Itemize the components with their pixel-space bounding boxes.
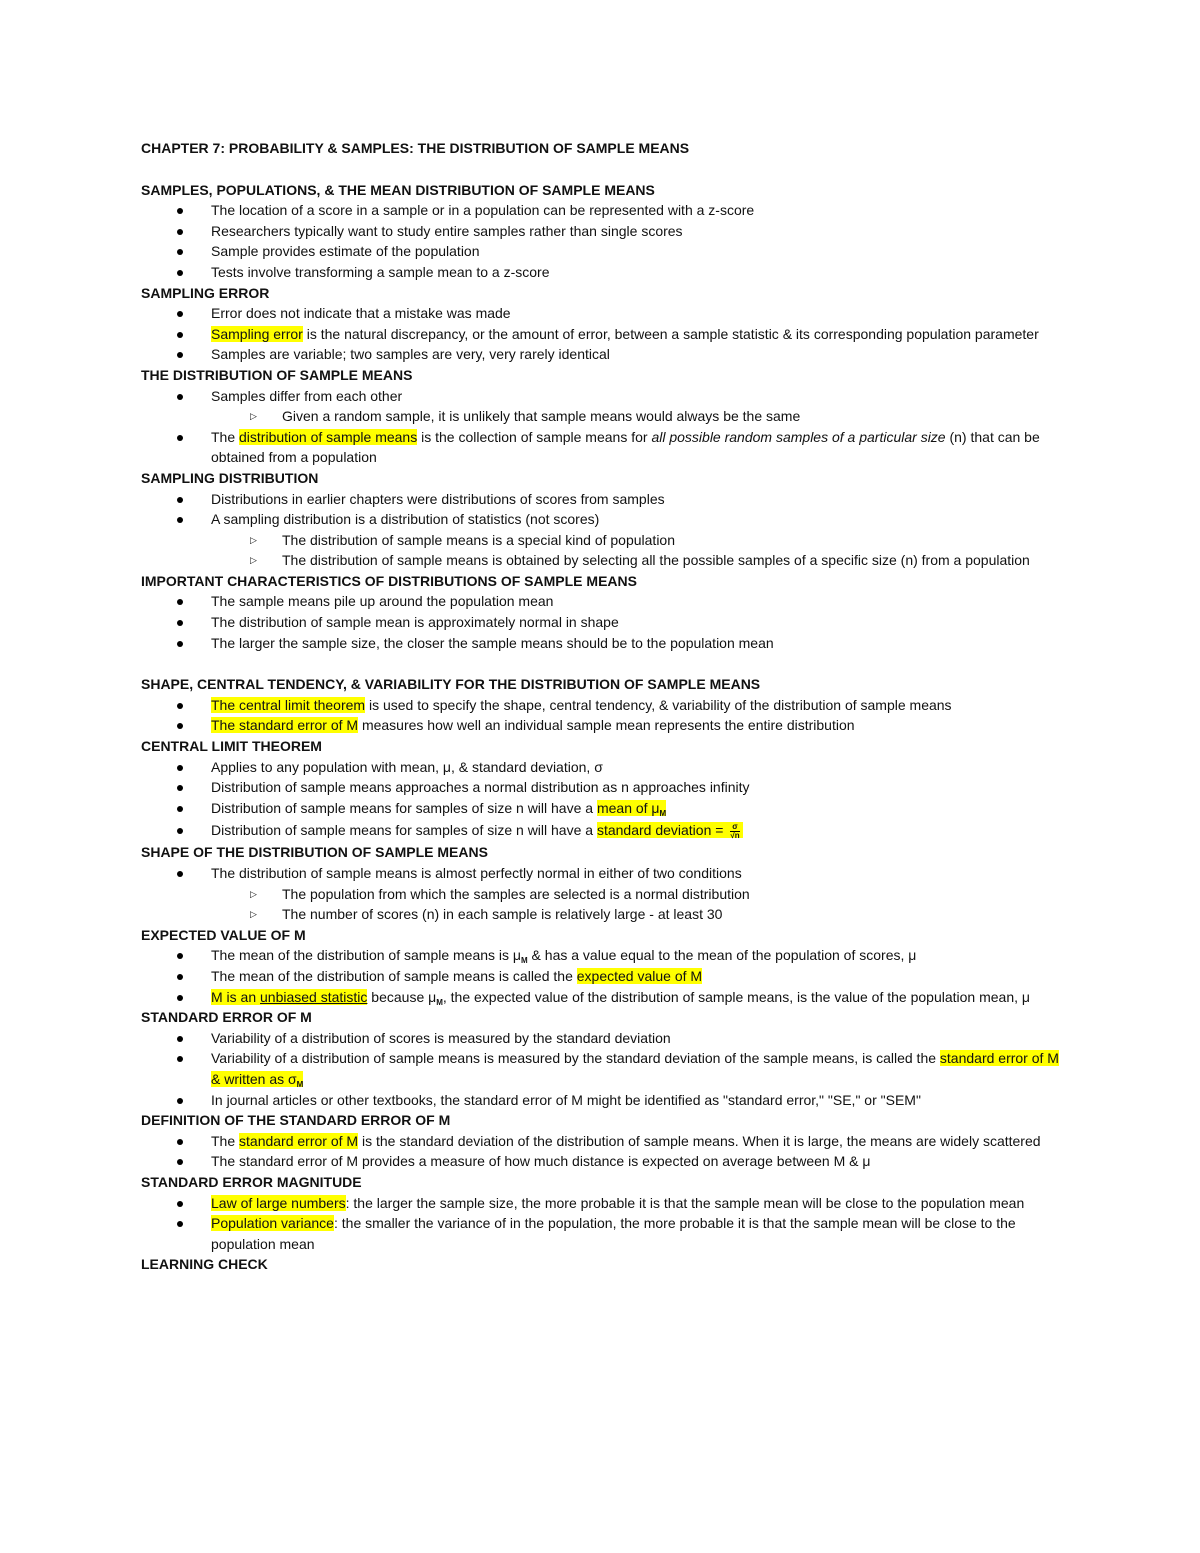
highlighted-term: standard error of M — [239, 1132, 359, 1149]
section-heading: SAMPLING ERROR — [141, 284, 270, 301]
section-heading: STANDARD ERROR OF M — [141, 1009, 312, 1026]
bullet-list — [141, 591, 1061, 653]
highlighted-formula: standard deviation = $\frac{\sigma}{√n}$ — [597, 822, 743, 838]
section-heading: IMPORTANT CHARACTERISTICS OF DISTRIBUTIONS OF SAMPLE MEANS — [141, 572, 637, 589]
section-heading: STANDARD ERROR MAGNITUDE — [141, 1173, 362, 1190]
section-heading: SAMPLES, POPULATIONS, & THE MEAN DISTRIBUTION OF SAMPLE MEANS — [141, 181, 655, 198]
bullet-dot-icon — [177, 1056, 183, 1062]
bullet-dot-icon — [177, 311, 183, 317]
bullet-dot-icon — [177, 703, 183, 709]
bullet-list — [141, 1131, 1061, 1172]
bullet-dot-icon — [177, 599, 183, 605]
bullet-list — [141, 863, 1061, 925]
list-item: The location of a score in a sample or in a population can be represented with a z-score — [141, 200, 1061, 221]
bullet-dot-icon — [177, 208, 183, 214]
bullet-dot-icon — [177, 785, 183, 791]
bullet-dot-icon — [177, 1036, 183, 1042]
highlighted-term: distribution of sample means — [239, 428, 418, 445]
section-heading: THE DISTRIBUTION OF SAMPLE MEANS — [141, 366, 413, 383]
list-item: Variability of a distribution of sample means is measured by the standard deviation of the sample means, is called the standard error of M & written as $\sigma_M$ — [141, 1048, 1061, 1089]
section-heading: SHAPE OF THE DISTRIBUTION OF SAMPLE MEANS — [141, 844, 488, 861]
bullet-dot-icon — [177, 435, 183, 441]
bullet-dot-icon — [177, 1159, 183, 1165]
bullet-dot-icon — [177, 641, 183, 647]
bullet-dot-icon — [177, 1098, 183, 1104]
bullet-list — [141, 1028, 1061, 1110]
list-item: Population variance: the smaller the variance of in the population, the more probable it is that the sample mean will be close to the population mean — [141, 1213, 1061, 1254]
bullet-dot-icon — [177, 497, 183, 503]
bullet-dot-icon — [177, 1201, 183, 1207]
bullet-dot-icon — [177, 828, 183, 834]
page-title: CHAPTER 7: PROBABILITY & SAMPLES: THE DISTRIBUTION OF SAMPLE MEANS — [141, 140, 690, 156]
bullet-dot-icon — [177, 249, 183, 255]
list-item: The central limit theorem is used to specify the shape, central tendency, & variability of the distribution of sample means — [141, 695, 1061, 716]
sub-list-item: ▷ The distribution of sample means is obtained by selecting all the possible samples of a specific size (n) from a population — [250, 552, 1030, 569]
list-item: Samples are variable; two samples are very, very rarely identical — [141, 344, 1061, 365]
list-item: Distribution of sample means for samples of size n will have a standard deviation = $\frac{\sigma}{√n}$ — [141, 818, 1061, 842]
sub-list-item: ▷ The number of scores (n) in each sample is relatively large - at least 30 — [250, 906, 723, 923]
bullet-dot-icon — [177, 270, 183, 276]
sub-list-item: ▷ The distribution of sample means is a special kind of population — [250, 531, 675, 548]
arrow-bullet-icon: ▷ — [250, 555, 257, 566]
highlighted-term: The standard error of M — [211, 717, 359, 734]
section-heading: SHAPE, CENTRAL TENDENCY, & VARIABILITY FOR THE DISTRIBUTION OF SAMPLE MEANS — [141, 676, 761, 693]
bullet-dot-icon — [177, 352, 183, 358]
arrow-bullet-icon: ▷ — [250, 888, 257, 899]
bullet-dot-icon — [177, 229, 183, 235]
highlighted-term: The central limit theorem — [211, 696, 366, 713]
bullet-list — [141, 489, 1061, 571]
bullet-dot-icon — [177, 723, 183, 729]
document-body — [141, 138, 1061, 1275]
list-item: The mean of the distribution of sample means is called the expected value of M — [141, 966, 1061, 987]
highlighted-term: M is an unbiased statistic — [211, 988, 368, 1005]
list-item: In journal articles or other textbooks, the standard error of M might be identified as "standard error," "SE," or "SEM" — [141, 1090, 1061, 1111]
highlighted-term: Law of large numbers — [211, 1194, 346, 1211]
bullet-list — [141, 386, 1061, 468]
list-item: Sample provides estimate of the population — [141, 241, 1061, 262]
bullet-list — [141, 945, 1061, 1007]
spacer — [141, 653, 1061, 674]
section-heading: EXPECTED VALUE OF M — [141, 926, 306, 943]
list-item: Error does not indicate that a mistake was made — [141, 303, 1061, 324]
arrow-bullet-icon: ▷ — [250, 909, 257, 920]
arrow-bullet-icon: ▷ — [250, 534, 257, 545]
list-item: Sampling error is the natural discrepancy, or the amount of error, between a sample statistic & its corresponding population parameter — [141, 324, 1061, 345]
bullet-dot-icon — [177, 995, 183, 1001]
list-item: Samples differ from each other — [141, 386, 1061, 407]
highlighted-term: expected value of M — [576, 967, 703, 984]
bullet-list — [141, 695, 1061, 736]
bullet-dot-icon — [177, 953, 183, 959]
list-item: The standard error of M measures how well an individual sample mean represents the entire distribution — [141, 715, 1061, 736]
bullet-dot-icon — [177, 765, 183, 771]
list-item: Variability of a distribution of scores is measured by the standard deviation — [141, 1028, 1061, 1049]
highlighted-term: standard error of M & written as $\sigma_M$ — [211, 1050, 1059, 1089]
bullet-dot-icon — [177, 332, 183, 338]
highlighted-term: mean of $\mu_M$ — [596, 799, 667, 818]
bullet-dot-icon — [177, 517, 183, 523]
sub-list-item: ▷ Given a random sample, it is unlikely that sample means would always be the same — [250, 408, 801, 425]
sub-list-item: ▷ The population from which the samples are selected is a normal distribution — [250, 885, 750, 902]
bullet-list — [141, 200, 1061, 282]
bullet-dot-icon — [177, 1221, 183, 1227]
arrow-bullet-icon: ▷ — [250, 411, 257, 422]
bullet-list — [141, 757, 1061, 843]
bullet-dot-icon — [177, 871, 183, 877]
list-item: Law of large numbers: the larger the sample size, the more probable it is that the sample mean will be close to the population mean — [141, 1193, 1061, 1214]
bullet-dot-icon — [177, 394, 183, 400]
list-item: Distribution of sample means approaches a normal distribution as n approaches infinity — [141, 777, 1061, 798]
list-item: M is an unbiased statistic because $\mu_M$, the expected value of the distribution of sample means, is the value of the population mean, μ — [141, 987, 1061, 1008]
list-item: Researchers typically want to study entire samples rather than single scores — [141, 221, 1061, 242]
list-item: The sample means pile up around the population mean — [141, 591, 1061, 612]
list-item: The standard error of M provides a measure of how much distance is expected on average between M & μ — [141, 1151, 1061, 1172]
list-item: Distribution of sample means for samples of size n will have a mean of $\mu_M$ — [141, 798, 1061, 819]
list-item: Distributions in earlier chapters were distributions of scores from samples — [141, 489, 1061, 510]
highlighted-term: Population variance — [211, 1215, 334, 1232]
bullet-list — [141, 1193, 1061, 1255]
section-heading: CENTRAL LIMIT THEOREM — [141, 738, 322, 755]
list-item: A sampling distribution is a distribution of statistics (not scores) — [141, 509, 1061, 530]
list-item: The distribution of sample means is almost perfectly normal in either of two conditions — [141, 863, 1061, 884]
fraction-formula: $\frac{\sigma}{√n}$ — [730, 822, 740, 841]
list-item: Tests involve transforming a sample mean to a z-score — [141, 262, 1061, 283]
bullet-dot-icon — [177, 974, 183, 980]
list-item: The larger the sample size, the closer the sample means should be to the population mean — [141, 633, 1061, 654]
list-item: Applies to any population with mean, μ, & standard deviation, σ — [141, 757, 1061, 778]
highlighted-term: Sampling error — [211, 325, 303, 342]
bullet-list — [141, 303, 1061, 365]
bullet-dot-icon — [177, 620, 183, 626]
list-item: The distribution of sample mean is approximately normal in shape — [141, 612, 1061, 633]
bullet-dot-icon — [177, 1139, 183, 1145]
bullet-dot-icon — [177, 806, 183, 812]
section-heading: SAMPLING DISTRIBUTION — [141, 469, 319, 486]
section-heading: LEARNING CHECK — [141, 1256, 268, 1273]
list-item: The standard error of M is the standard deviation of the distribution of sample means. When it is large, the means are widely scattered — [141, 1131, 1061, 1152]
section-heading: DEFINITION OF THE STANDARD ERROR OF M — [141, 1112, 451, 1129]
list-item: The distribution of sample means is the collection of sample means for all possible random samples of a particular size (n) that can be obtained from a population — [141, 427, 1061, 468]
list-item: The mean of the distribution of sample means is $\mu_M$ & has a value equal to the mean of the population of scores, μ — [141, 945, 1061, 966]
